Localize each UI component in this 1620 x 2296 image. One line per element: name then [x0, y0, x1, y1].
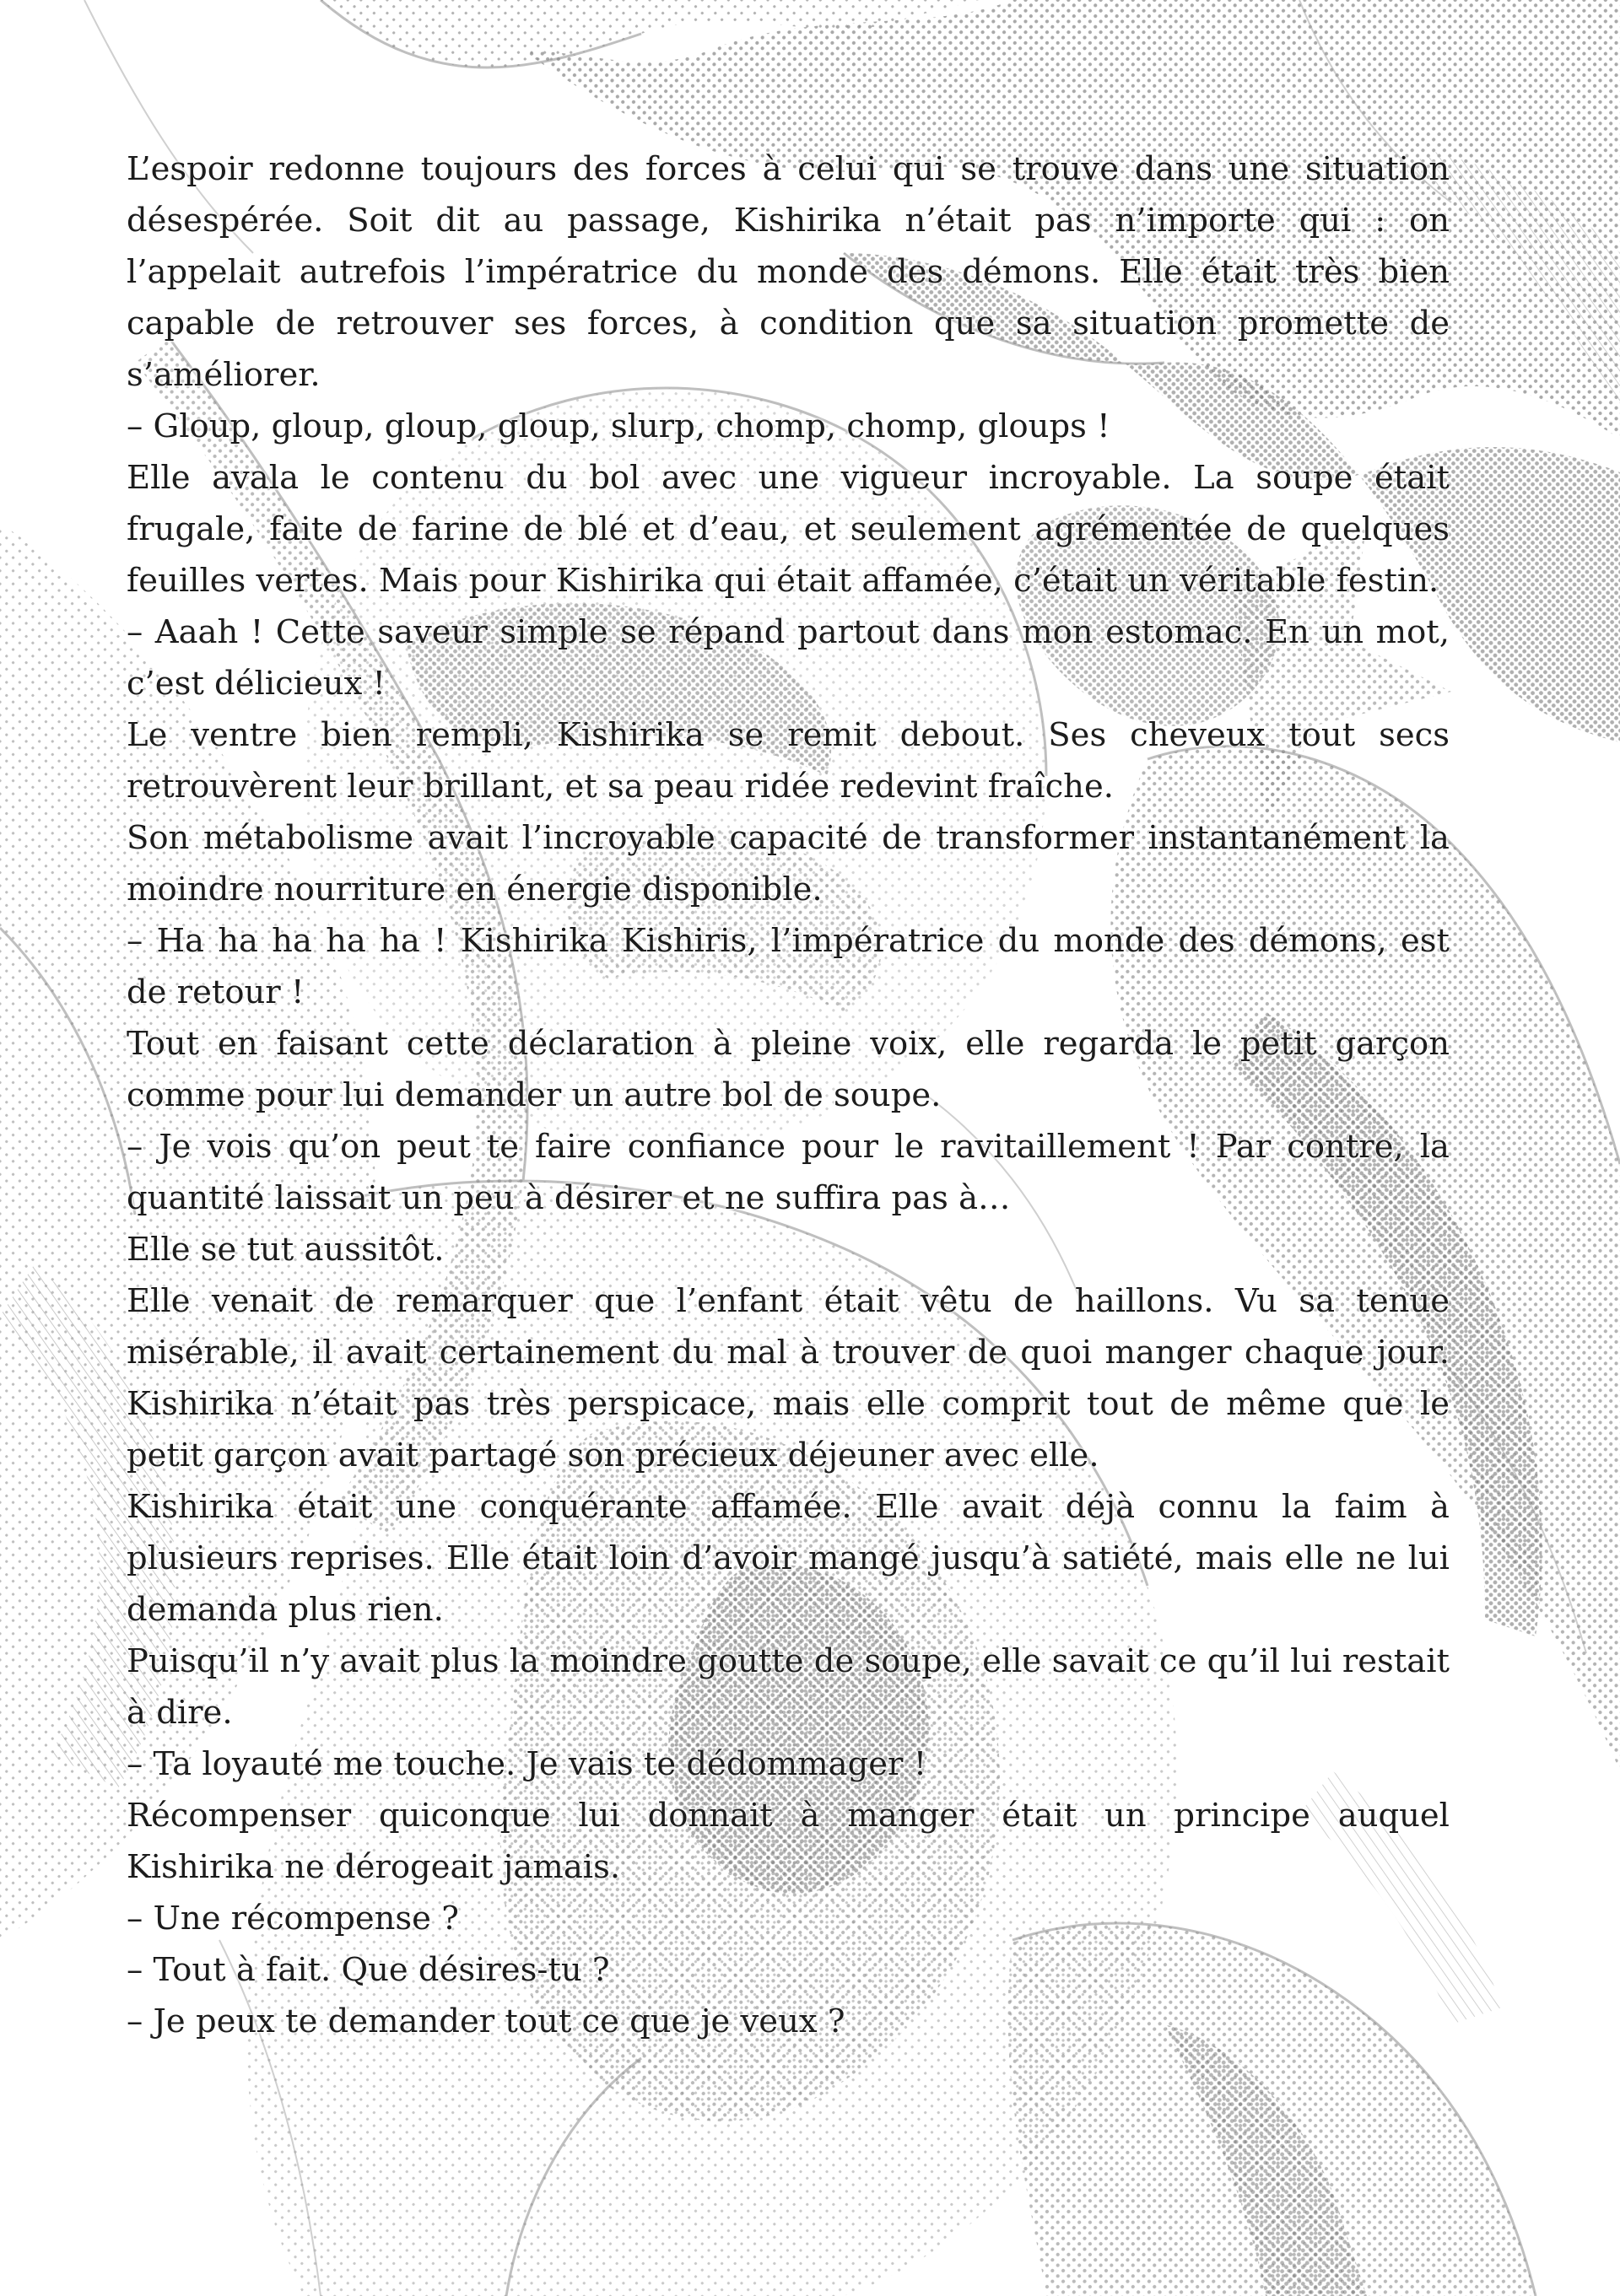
paragraph-14: – Ta loyauté me touche. Je vais te dédommager !	[127, 1745, 927, 1783]
paragraph-1: L’espoir redonne toujours des forces à celui qui se trouve dans une situation désespérée. Soit dit au passage, Kishirika n’était pas n’importe qui : on l’appelait autrefois l’impératrice du monde des démons. Elle était très bien capable de retrouver ses forces, à condition que sa situation promette de s’améliorer.	[127, 150, 1450, 394]
paragraph-2: – Gloup, gloup, gloup, gloup, slurp, chomp, chomp, gloups !	[127, 407, 1110, 445]
paragraph-3: Elle avala le contenu du bol avec une vigueur incroyable. La soupe était frugale, faite de farine de blé et d’eau, et seulement agrémentée de quelques feuilles vertes. Mais pour Kishirika qui était affamée, c’était un véritable festin.	[127, 459, 1450, 600]
paragraph-13: Puisqu’il n’y avait plus la moindre goutte de soupe, elle savait ce qu’il lui restait à dire.	[127, 1642, 1450, 1732]
paragraph-5: Le ventre bien rempli, Kishirika se remit debout. Ses cheveux tout secs retrouvèrent leur brillant, et sa peau ridée redevint fraîche.	[127, 716, 1450, 806]
paragraph-16: – Une récompense ?	[127, 1900, 459, 1938]
paragraph-6: Son métabolisme avait l’incroyable capacité de transformer instantanément la moindre nourriture en énergie disponible.	[127, 819, 1450, 908]
paragraph-9: – Je vois qu’on peut te faire confiance pour le ravitaillement ! Par contre, la quantité laissait un peu à désirer et ne suffira pas à…	[127, 1128, 1450, 1217]
paragraph-18: – Je peux te demander tout ce que je veux ?	[127, 2002, 845, 2040]
paragraph-12: Kishirika était une conquérante affamée. Elle avait déjà connu la faim à plusieurs reprises. Elle était loin d’avoir mangé jusqu’à satiété, mais elle ne lui demanda plus rien.	[127, 1488, 1450, 1629]
paragraph-8: Tout en faisant cette déclaration à pleine voix, elle regarda le petit garçon comme pour lui demander un autre bol de soupe.	[127, 1025, 1450, 1114]
paragraph-11: Elle venait de remarquer que l’enfant était vêtu de haillons. Vu sa tenue misérable, il avait certainement du mal à trouver de quoi manger chaque jour. Kishirika n’était pas très perspicace, mais elle comprit tout de même que le petit garçon avait partagé son précieux déjeuner avec elle.	[127, 1282, 1450, 1474]
paragraph-4: – Aaah ! Cette saveur simple se répand partout dans mon estomac. En un mot, c’est délicieux !	[127, 613, 1450, 703]
paragraph-10: Elle se tut aussitôt.	[127, 1231, 445, 1269]
paragraph-15: Récompenser quiconque lui donnait à manger était un principe auquel Kishirika ne dérogeait jamais.	[127, 1797, 1450, 1886]
paragraph-7: – Ha ha ha ha ha ! Kishirika Kishiris, l’impératrice du monde des démons, est de retour !	[127, 922, 1450, 1011]
novel-text	[127, 143, 1450, 2047]
paragraph-17: – Tout à fait. Que désires-tu ?	[127, 1951, 610, 1989]
